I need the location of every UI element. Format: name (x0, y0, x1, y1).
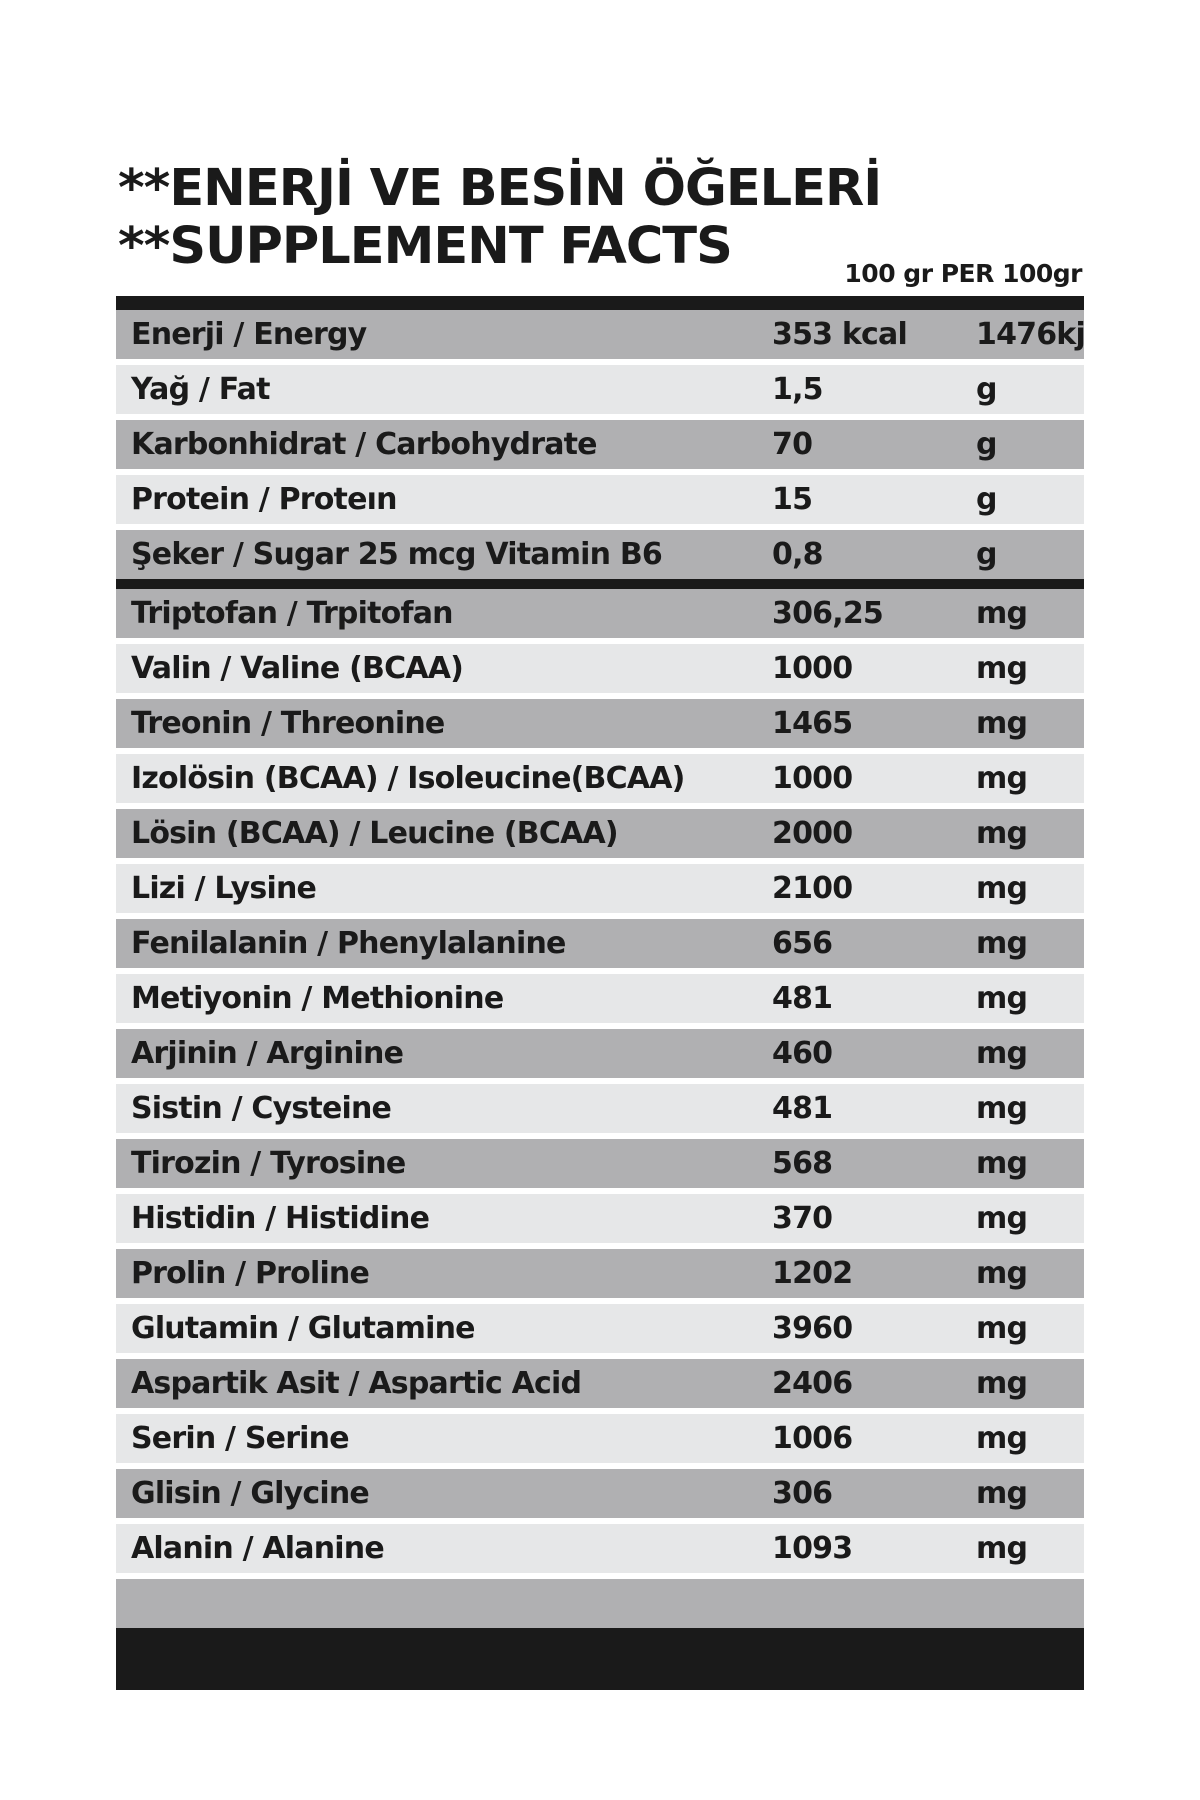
row-name: Aspartik Asit / Aspartic Acid (131, 1366, 582, 1401)
table-row (116, 699, 1084, 748)
row-unit: 1476kj (976, 317, 1085, 352)
row-value: 656 (772, 926, 833, 961)
row-unit: mg (976, 651, 1028, 686)
row-unit: g (976, 427, 997, 462)
table-row (116, 1469, 1084, 1518)
row-name: Histidin / Histidine (131, 1201, 430, 1236)
table-row (116, 589, 1084, 638)
row-value: 15 (772, 482, 813, 517)
row-value: 1202 (772, 1256, 853, 1291)
row-name: Prolin / Proline (131, 1256, 370, 1291)
row-name: Treonin / Threonine (131, 706, 445, 741)
row-name: Glutamin / Glutamine (131, 1311, 475, 1346)
table-row (116, 310, 1084, 359)
row-name: Metiyonin / Methionine (131, 981, 504, 1016)
table-row (116, 1249, 1084, 1298)
row-value: 481 (772, 981, 833, 1016)
row-unit: mg (976, 1531, 1028, 1566)
row-value: 70 (772, 427, 813, 462)
row-name: Triptofan / Trpitofan (131, 596, 453, 631)
row-name: Serin / Serine (131, 1421, 349, 1456)
table-row (116, 974, 1084, 1023)
row-unit: mg (976, 871, 1028, 906)
row-name: Protein / Proteın (131, 482, 397, 517)
table-row (116, 644, 1084, 693)
row-unit: mg (976, 1091, 1028, 1126)
row-unit: mg (976, 1201, 1028, 1236)
table-row (116, 1139, 1084, 1188)
table-row (116, 1304, 1084, 1353)
table-row (116, 809, 1084, 858)
row-value: 1093 (772, 1531, 853, 1566)
table-row (116, 365, 1084, 414)
row-name: Valin / Valine (BCAA) (131, 651, 464, 686)
row-name: Lösin (BCAA) / Leucine (BCAA) (131, 816, 618, 851)
row-value: 1,5 (772, 372, 823, 407)
row-name: Yağ / Fat (131, 372, 270, 407)
row-unit: mg (976, 761, 1028, 796)
row-unit: mg (976, 1036, 1028, 1071)
row-name: Izolösin (BCAA) / Isoleucine(BCAA) (131, 761, 685, 796)
row-name: Sistin / Cysteine (131, 1091, 392, 1126)
row-value: 306 (772, 1476, 833, 1511)
row-unit: g (976, 482, 997, 517)
row-value: 3960 (772, 1311, 853, 1346)
row-value: 568 (772, 1146, 833, 1181)
row-name: Şeker / Sugar 25 mcg Vitamin B6 (131, 537, 663, 572)
row-name: Lizi / Lysine (131, 871, 317, 906)
row-name: Glisin / Glycine (131, 1476, 369, 1511)
row-value: 2406 (772, 1366, 853, 1401)
row-value: 306,25 (772, 596, 883, 631)
supplement-facts-table (116, 296, 1084, 1690)
table-row (116, 1579, 1084, 1628)
row-unit: mg (976, 981, 1028, 1016)
row-name: Karbonhidrat / Carbohydrate (131, 427, 597, 462)
title-block (118, 159, 1082, 288)
table-row (116, 475, 1084, 524)
title-english: **SUPPLEMENT FACTS (118, 217, 732, 276)
row-value: 1465 (772, 706, 853, 741)
table-row (116, 530, 1084, 579)
row-unit: mg (976, 816, 1028, 851)
row-value: 1006 (772, 1421, 853, 1456)
row-value: 460 (772, 1036, 833, 1071)
row-unit: g (976, 537, 997, 572)
row-name: Enerji / Energy (131, 317, 367, 352)
table-row (116, 1194, 1084, 1243)
row-value: 1000 (772, 761, 853, 796)
serving-basis-label: 100 gr PER 100gr (844, 259, 1082, 288)
row-unit: mg (976, 1311, 1028, 1346)
row-unit: mg (976, 1366, 1028, 1401)
table-row (116, 1359, 1084, 1408)
row-value: 370 (772, 1201, 833, 1236)
row-name: Fenilalanin / Phenylalanine (131, 926, 566, 961)
row-name: Alanin / Alanine (131, 1531, 384, 1566)
title-turkish: **ENERJİ VE BESİN ÖĞELERİ (118, 159, 882, 218)
table-row (116, 1029, 1084, 1078)
row-unit: g (976, 372, 997, 407)
row-unit: mg (976, 596, 1028, 631)
row-value: 2100 (772, 871, 853, 906)
row-value: 0,8 (772, 537, 823, 572)
row-unit: mg (976, 706, 1028, 741)
table-top-rule (116, 296, 1084, 310)
row-unit: mg (976, 1421, 1028, 1456)
row-unit: mg (976, 1476, 1028, 1511)
row-unit: mg (976, 1146, 1028, 1181)
table-row (116, 420, 1084, 469)
table-row (116, 1524, 1084, 1573)
nutrient-section (116, 310, 1084, 579)
row-unit: mg (976, 1256, 1028, 1291)
table-row (116, 1414, 1084, 1463)
row-value: 353 kcal (772, 317, 907, 352)
table-row (116, 1084, 1084, 1133)
row-unit: mg (976, 926, 1028, 961)
row-value: 1000 (772, 651, 853, 686)
row-name: Tirozin / Tyrosine (131, 1146, 406, 1181)
row-value: 481 (772, 1091, 833, 1126)
row-name: Arjinin / Arginine (131, 1036, 404, 1071)
table-row (116, 919, 1084, 968)
table-footer-bar (116, 1628, 1084, 1690)
table-row (116, 864, 1084, 913)
table-row (116, 754, 1084, 803)
section-divider-rule (116, 579, 1084, 589)
row-value: 2000 (772, 816, 853, 851)
amino-acid-section (116, 589, 1084, 1628)
